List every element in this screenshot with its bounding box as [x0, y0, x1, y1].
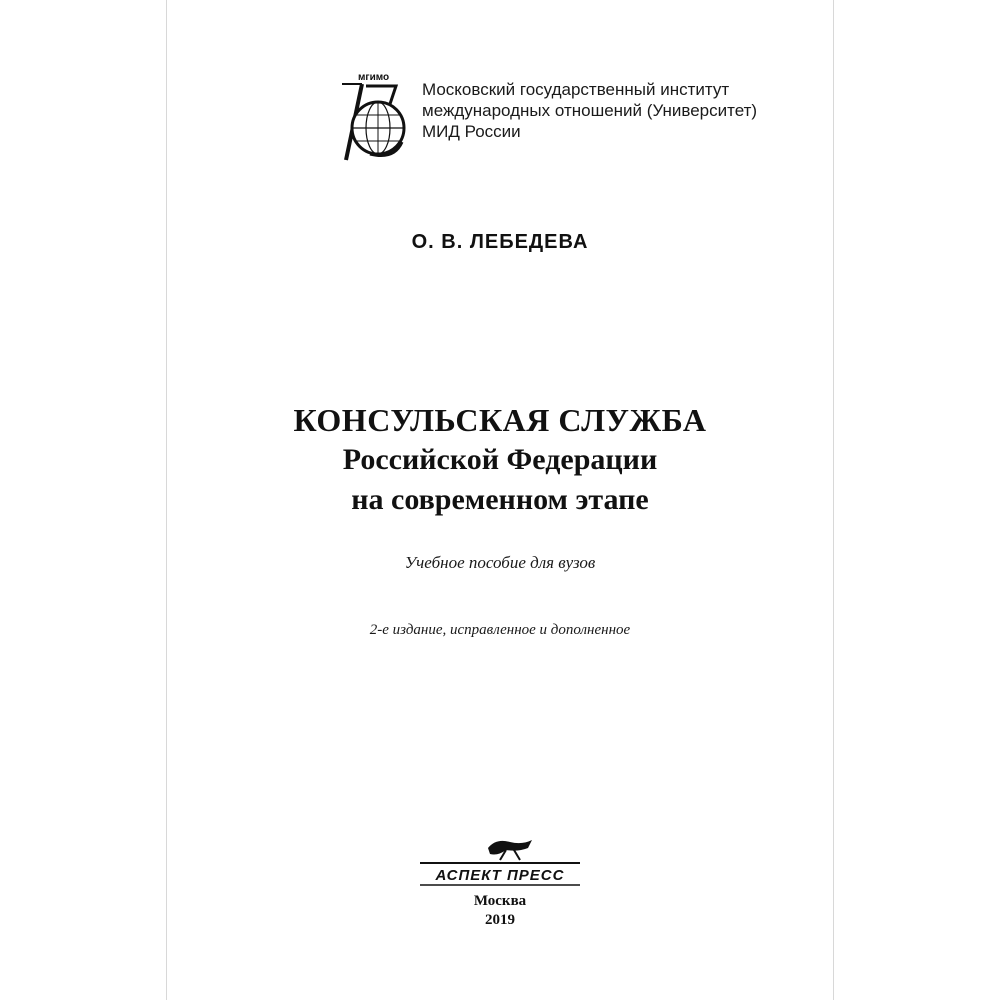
book-subtitle: Учебное пособие для вузов — [404, 553, 596, 572]
title-line-3: на современном этапе — [351, 483, 649, 516]
mgimo-75-logo — [336, 70, 416, 166]
title-line-1: КОНСУЛЬСКАЯ СЛУЖБА — [293, 402, 707, 438]
edition-note: 2-е издание, исправленное и дополненное — [369, 622, 631, 638]
publisher-city: Москва — [473, 893, 527, 909]
publication-year: 2019 — [485, 912, 515, 928]
institution-name — [422, 79, 757, 142]
author-name: О. В. ЛЕБЕДЕВА — [411, 231, 589, 253]
logo-text: мгимо — [358, 72, 390, 83]
title-line-2: Российской Федерации — [342, 443, 658, 476]
aspect-press-logo — [410, 836, 590, 888]
publisher-name: АСПЕКТ ПРЕСС — [435, 867, 565, 884]
institution-line-1: Московский государственный институт — [422, 80, 730, 99]
institution-line-2: международных отношений (Университет) — [422, 101, 758, 120]
book-title — [0, 400, 1000, 520]
institution-line-3: МИД России — [422, 122, 521, 141]
